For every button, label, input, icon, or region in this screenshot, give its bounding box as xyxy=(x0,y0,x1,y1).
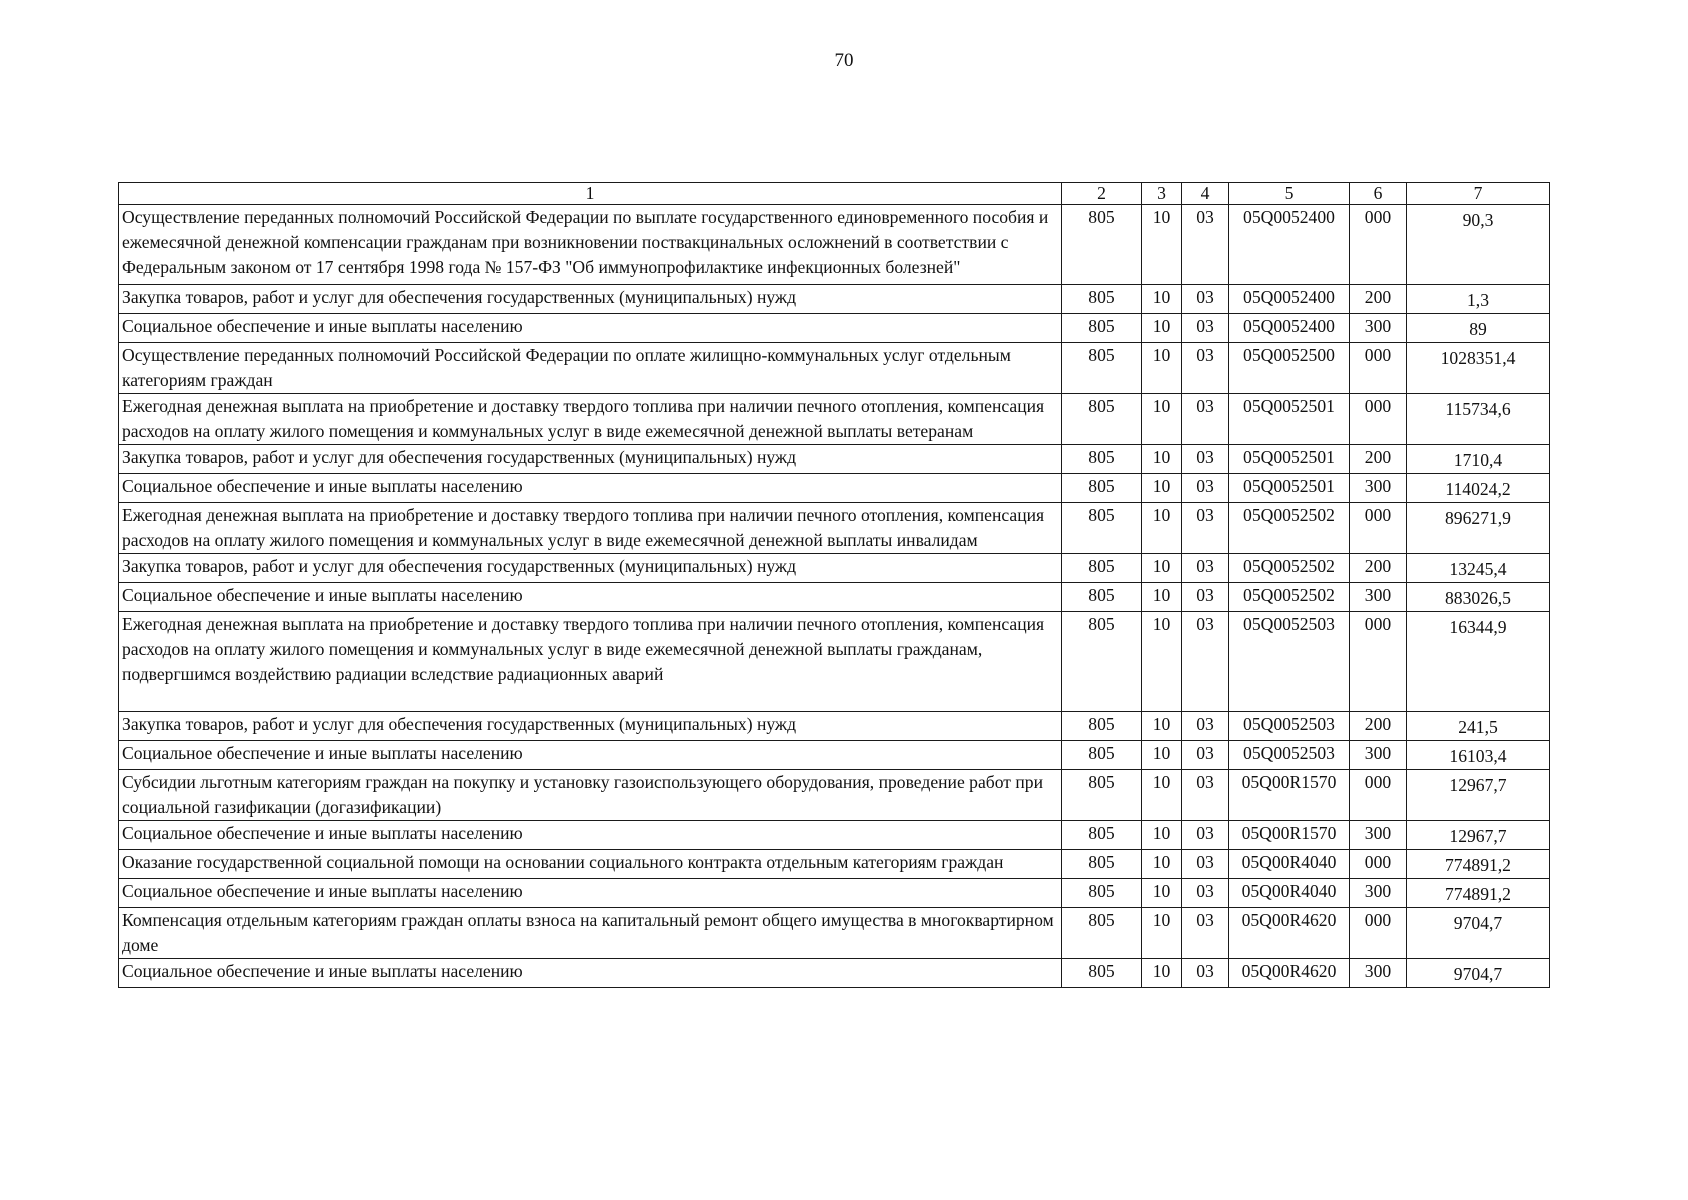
admin-code-cell: 805 xyxy=(1062,554,1142,583)
target-article-cell: 05Q0052501 xyxy=(1229,474,1350,503)
table-row xyxy=(119,474,1550,503)
table-row xyxy=(119,741,1550,770)
admin-code-cell: 805 xyxy=(1062,879,1142,908)
row-name-cell: Осуществление переданных полномочий Российской Федерации по оплате жилищно-коммунальных услуг отдельным категориям граждан xyxy=(119,343,1062,394)
section-code-cell: 10 xyxy=(1142,583,1182,612)
subsection-code-cell: 03 xyxy=(1182,314,1229,343)
table-row xyxy=(119,343,1550,394)
section-code-cell: 10 xyxy=(1142,879,1182,908)
expense-type-cell: 300 xyxy=(1350,959,1407,988)
admin-code-cell: 805 xyxy=(1062,343,1142,394)
page-number: 70 xyxy=(834,50,854,71)
section-code-cell: 10 xyxy=(1142,314,1182,343)
amount-cell: 241,5 xyxy=(1407,712,1550,741)
section-code-cell: 10 xyxy=(1142,445,1182,474)
amount-cell: 1,3 xyxy=(1407,285,1550,314)
table-header-row xyxy=(119,183,1550,205)
admin-code-cell: 805 xyxy=(1062,850,1142,879)
admin-code-cell: 805 xyxy=(1062,908,1142,959)
section-code-cell: 10 xyxy=(1142,712,1182,741)
admin-code-cell: 805 xyxy=(1062,770,1142,821)
subsection-code-cell: 03 xyxy=(1182,821,1229,850)
amount-cell: 12967,7 xyxy=(1407,770,1550,821)
section-code-cell: 10 xyxy=(1142,741,1182,770)
admin-code-cell: 805 xyxy=(1062,394,1142,445)
section-code-cell: 10 xyxy=(1142,770,1182,821)
section-code-cell: 10 xyxy=(1142,554,1182,583)
column-header-subsection: 4 xyxy=(1182,183,1229,205)
column-header-name: 1 xyxy=(119,183,1062,205)
column-header-admin: 2 xyxy=(1062,183,1142,205)
admin-code-cell: 805 xyxy=(1062,583,1142,612)
subsection-code-cell: 03 xyxy=(1182,445,1229,474)
table-body xyxy=(119,205,1550,988)
table-row xyxy=(119,583,1550,612)
expense-type-cell: 300 xyxy=(1350,821,1407,850)
column-header-amount: 7 xyxy=(1407,183,1550,205)
amount-cell: 12967,7 xyxy=(1407,821,1550,850)
subsection-code-cell: 03 xyxy=(1182,554,1229,583)
target-article-cell: 05Q0052400 xyxy=(1229,285,1350,314)
admin-code-cell: 805 xyxy=(1062,821,1142,850)
table-row xyxy=(119,770,1550,821)
section-code-cell: 10 xyxy=(1142,908,1182,959)
expense-type-cell: 000 xyxy=(1350,394,1407,445)
section-code-cell: 10 xyxy=(1142,612,1182,712)
target-article-cell: 05Q0052503 xyxy=(1229,712,1350,741)
row-name-cell: Осуществление переданных полномочий Российской Федерации по выплате государственного единовременного пособия и ежемесячной денежной компенсации гражданам при возникновении поствакцинальных осложнений в соответствии с Федеральным законом от 17 сентября 1998 года № 157-ФЗ "Об иммунопрофилактике инфекционных болезней" xyxy=(119,205,1062,285)
section-code-cell: 10 xyxy=(1142,394,1182,445)
amount-cell: 1710,4 xyxy=(1407,445,1550,474)
amount-cell: 1028351,4 xyxy=(1407,343,1550,394)
table-row xyxy=(119,908,1550,959)
subsection-code-cell: 03 xyxy=(1182,205,1229,285)
target-article-cell: 05Q0052502 xyxy=(1229,583,1350,612)
admin-code-cell: 805 xyxy=(1062,285,1142,314)
section-code-cell: 10 xyxy=(1142,285,1182,314)
table-row xyxy=(119,285,1550,314)
row-name-cell: Закупка товаров, работ и услуг для обеспечения государственных (муниципальных) нужд xyxy=(119,445,1062,474)
target-article-cell: 05Q00R4620 xyxy=(1229,908,1350,959)
target-article-cell: 05Q0052400 xyxy=(1229,314,1350,343)
admin-code-cell: 805 xyxy=(1062,959,1142,988)
expense-type-cell: 200 xyxy=(1350,445,1407,474)
admin-code-cell: 805 xyxy=(1062,712,1142,741)
amount-cell: 774891,2 xyxy=(1407,879,1550,908)
target-article-cell: 05Q0052500 xyxy=(1229,343,1350,394)
column-header-expense-type: 6 xyxy=(1350,183,1407,205)
section-code-cell: 10 xyxy=(1142,821,1182,850)
column-header-target: 5 xyxy=(1229,183,1350,205)
admin-code-cell: 805 xyxy=(1062,474,1142,503)
table-row xyxy=(119,503,1550,554)
amount-cell: 774891,2 xyxy=(1407,850,1550,879)
row-name-cell: Закупка товаров, работ и услуг для обеспечения государственных (муниципальных) нужд xyxy=(119,554,1062,583)
amount-cell: 896271,9 xyxy=(1407,503,1550,554)
subsection-code-cell: 03 xyxy=(1182,394,1229,445)
admin-code-cell: 805 xyxy=(1062,741,1142,770)
subsection-code-cell: 03 xyxy=(1182,879,1229,908)
amount-cell: 13245,4 xyxy=(1407,554,1550,583)
table-row xyxy=(119,314,1550,343)
amount-cell: 9704,7 xyxy=(1407,959,1550,988)
section-code-cell: 10 xyxy=(1142,959,1182,988)
table-row xyxy=(119,394,1550,445)
row-name-cell: Ежегодная денежная выплата на приобретение и доставку твердого топлива при наличии печного отопления, компенсация расходов на оплату жилого помещения и коммунальных услуг в виде ежемесячной денежной выплаты ветеранам xyxy=(119,394,1062,445)
table-row xyxy=(119,445,1550,474)
row-name-cell: Субсидии льготным категориям граждан на покупку и установку газоиспользующего оборудования, проведение работ при социальной газификации (догазификации) xyxy=(119,770,1062,821)
table-row xyxy=(119,879,1550,908)
target-article-cell: 05Q0052502 xyxy=(1229,554,1350,583)
row-name-cell: Социальное обеспечение и иные выплаты населению xyxy=(119,879,1062,908)
target-article-cell: 05Q00R4620 xyxy=(1229,959,1350,988)
row-name-cell: Компенсация отдельным категориям граждан оплаты взноса на капитальный ремонт общего имущества в многоквартирном доме xyxy=(119,908,1062,959)
section-code-cell: 10 xyxy=(1142,503,1182,554)
amount-cell: 89 xyxy=(1407,314,1550,343)
subsection-code-cell: 03 xyxy=(1182,850,1229,879)
amount-cell: 9704,7 xyxy=(1407,908,1550,959)
admin-code-cell: 805 xyxy=(1062,445,1142,474)
row-name-cell: Социальное обеспечение и иные выплаты населению xyxy=(119,821,1062,850)
target-article-cell: 05Q0052502 xyxy=(1229,503,1350,554)
expense-type-cell: 200 xyxy=(1350,554,1407,583)
row-name-cell: Закупка товаров, работ и услуг для обеспечения государственных (муниципальных) нужд xyxy=(119,712,1062,741)
row-name-cell: Социальное обеспечение и иные выплаты населению xyxy=(119,959,1062,988)
expense-type-cell: 000 xyxy=(1350,612,1407,712)
expense-type-cell: 300 xyxy=(1350,583,1407,612)
row-name-cell: Оказание государственной социальной помощи на основании социального контракта отдельным категориям граждан xyxy=(119,850,1062,879)
expense-type-cell: 000 xyxy=(1350,850,1407,879)
table-row xyxy=(119,959,1550,988)
table-row xyxy=(119,612,1550,712)
admin-code-cell: 805 xyxy=(1062,314,1142,343)
expense-type-cell: 000 xyxy=(1350,770,1407,821)
target-article-cell: 05Q00R1570 xyxy=(1229,821,1350,850)
target-article-cell: 05Q0052501 xyxy=(1229,445,1350,474)
target-article-cell: 05Q00R4040 xyxy=(1229,879,1350,908)
target-article-cell: 05Q00R4040 xyxy=(1229,850,1350,879)
section-code-cell: 10 xyxy=(1142,474,1182,503)
expense-type-cell: 200 xyxy=(1350,712,1407,741)
table-row xyxy=(119,850,1550,879)
subsection-code-cell: 03 xyxy=(1182,770,1229,821)
amount-cell: 16344,9 xyxy=(1407,612,1550,712)
expense-type-cell: 000 xyxy=(1350,908,1407,959)
section-code-cell: 10 xyxy=(1142,850,1182,879)
row-name-cell: Социальное обеспечение и иные выплаты населению xyxy=(119,583,1062,612)
expense-type-cell: 000 xyxy=(1350,343,1407,394)
amount-cell: 883026,5 xyxy=(1407,583,1550,612)
row-name-cell: Ежегодная денежная выплата на приобретение и доставку твердого топлива при наличии печного отопления, компенсация расходов на оплату жилого помещения и коммунальных услуг в виде ежемесячной денежной выплаты гражданам, подвергшимся воздействию радиации вследствие радиационных аварий xyxy=(119,612,1062,712)
expense-type-cell: 300 xyxy=(1350,879,1407,908)
amount-cell: 16103,4 xyxy=(1407,741,1550,770)
subsection-code-cell: 03 xyxy=(1182,285,1229,314)
subsection-code-cell: 03 xyxy=(1182,474,1229,503)
target-article-cell: 05Q00R1570 xyxy=(1229,770,1350,821)
table-row xyxy=(119,712,1550,741)
row-name-cell: Социальное обеспечение и иные выплаты населению xyxy=(119,314,1062,343)
table-row xyxy=(119,205,1550,285)
target-article-cell: 05Q0052400 xyxy=(1229,205,1350,285)
target-article-cell: 05Q0052501 xyxy=(1229,394,1350,445)
section-code-cell: 10 xyxy=(1142,205,1182,285)
row-name-cell: Ежегодная денежная выплата на приобретение и доставку твердого топлива при наличии печного отопления, компенсация расходов на оплату жилого помещения и коммунальных услуг в виде ежемесячной денежной выплаты инвалидам xyxy=(119,503,1062,554)
admin-code-cell: 805 xyxy=(1062,205,1142,285)
subsection-code-cell: 03 xyxy=(1182,908,1229,959)
target-article-cell: 05Q0052503 xyxy=(1229,612,1350,712)
expense-type-cell: 300 xyxy=(1350,314,1407,343)
amount-cell: 115734,6 xyxy=(1407,394,1550,445)
subsection-code-cell: 03 xyxy=(1182,712,1229,741)
amount-cell: 90,3 xyxy=(1407,205,1550,285)
expense-type-cell: 300 xyxy=(1350,474,1407,503)
table-row xyxy=(119,554,1550,583)
subsection-code-cell: 03 xyxy=(1182,741,1229,770)
subsection-code-cell: 03 xyxy=(1182,343,1229,394)
subsection-code-cell: 03 xyxy=(1182,583,1229,612)
row-name-cell: Социальное обеспечение и иные выплаты населению xyxy=(119,741,1062,770)
expense-type-cell: 300 xyxy=(1350,741,1407,770)
amount-cell: 114024,2 xyxy=(1407,474,1550,503)
section-code-cell: 10 xyxy=(1142,343,1182,394)
expense-type-cell: 000 xyxy=(1350,503,1407,554)
expense-type-cell: 000 xyxy=(1350,205,1407,285)
row-name-cell: Социальное обеспечение и иные выплаты населению xyxy=(119,474,1062,503)
subsection-code-cell: 03 xyxy=(1182,503,1229,554)
table-row xyxy=(119,821,1550,850)
row-name-cell: Закупка товаров, работ и услуг для обеспечения государственных (муниципальных) нужд xyxy=(119,285,1062,314)
expense-type-cell: 200 xyxy=(1350,285,1407,314)
column-header-section: 3 xyxy=(1142,183,1182,205)
target-article-cell: 05Q0052503 xyxy=(1229,741,1350,770)
budget-table xyxy=(118,182,1550,988)
admin-code-cell: 805 xyxy=(1062,612,1142,712)
admin-code-cell: 805 xyxy=(1062,503,1142,554)
subsection-code-cell: 03 xyxy=(1182,959,1229,988)
subsection-code-cell: 03 xyxy=(1182,612,1229,712)
